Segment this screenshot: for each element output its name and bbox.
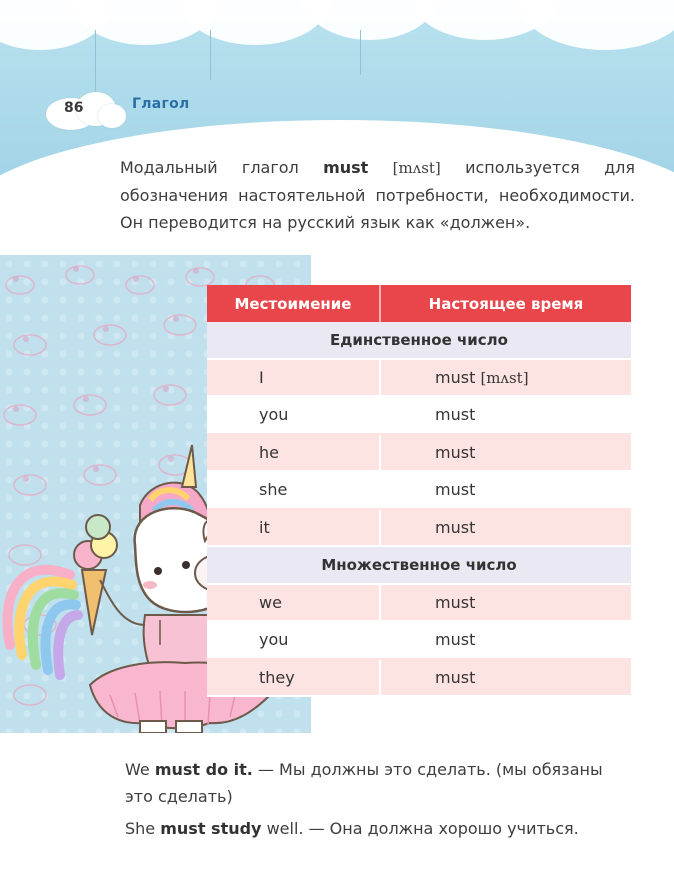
verb-cell: must [380, 584, 631, 622]
intro-keyword: must [323, 158, 369, 177]
col-header-pronoun: Местоимение [207, 285, 380, 322]
singular-label: Единственное число [207, 322, 631, 359]
pronoun-cell: he [207, 434, 380, 472]
pronoun-cell: she [207, 471, 380, 509]
example-1 [125, 756, 635, 810]
verb-cell: must [380, 621, 631, 659]
page-number: 86 [64, 100, 84, 116]
pronoun-cell: we [207, 584, 380, 622]
pronoun-cell: they [207, 659, 380, 697]
table-row [207, 359, 631, 397]
verb-cell: must [380, 471, 631, 509]
pronoun-cell: it [207, 509, 380, 547]
table-row [207, 396, 631, 434]
table-row [207, 509, 631, 547]
example-1-pre: We [125, 760, 150, 779]
verb-cell: must [mʌst] [380, 359, 631, 397]
intro-text-1: Модальный глагол [120, 158, 299, 177]
intro-transcription: [mʌst] [392, 159, 441, 177]
table-row [207, 471, 631, 509]
verb-cell: must [380, 509, 631, 547]
example-2-pre: She [125, 819, 156, 838]
table-header-row [207, 285, 631, 322]
verb-cell: must [380, 659, 631, 697]
pronoun-cell: I [207, 359, 380, 397]
conjugation-table [207, 285, 631, 697]
intro-paragraph [120, 154, 635, 236]
example-1-bold: must do it. [154, 760, 253, 779]
plural-label: Множественное число [207, 546, 631, 584]
verb-cell: must [380, 396, 631, 434]
page-number-badge [46, 92, 126, 130]
verb-transcription: [mʌst] [480, 368, 529, 387]
verb-cell: must [380, 434, 631, 472]
example-1-post: — Мы должны это сделать. (мы обязаны это сделать) [125, 760, 603, 806]
section-title: Глагол [132, 96, 190, 112]
pronoun-cell: you [207, 396, 380, 434]
group-row-plural [207, 546, 631, 584]
table-row [207, 621, 631, 659]
example-2 [125, 815, 635, 842]
pronoun-cell: you [207, 621, 380, 659]
col-header-present: Настоящее время [380, 285, 631, 322]
table-row [207, 584, 631, 622]
example-2-post: well. — Она должна хорошо учиться. [266, 819, 579, 838]
table-row [207, 659, 631, 697]
intro-text-2: используется для обозначения настоятельной потребности, необходимости. Он переводится на русский язык как «должен». [120, 158, 635, 232]
group-row-singular [207, 322, 631, 359]
table-row [207, 434, 631, 472]
example-2-bold: must study [160, 819, 262, 838]
